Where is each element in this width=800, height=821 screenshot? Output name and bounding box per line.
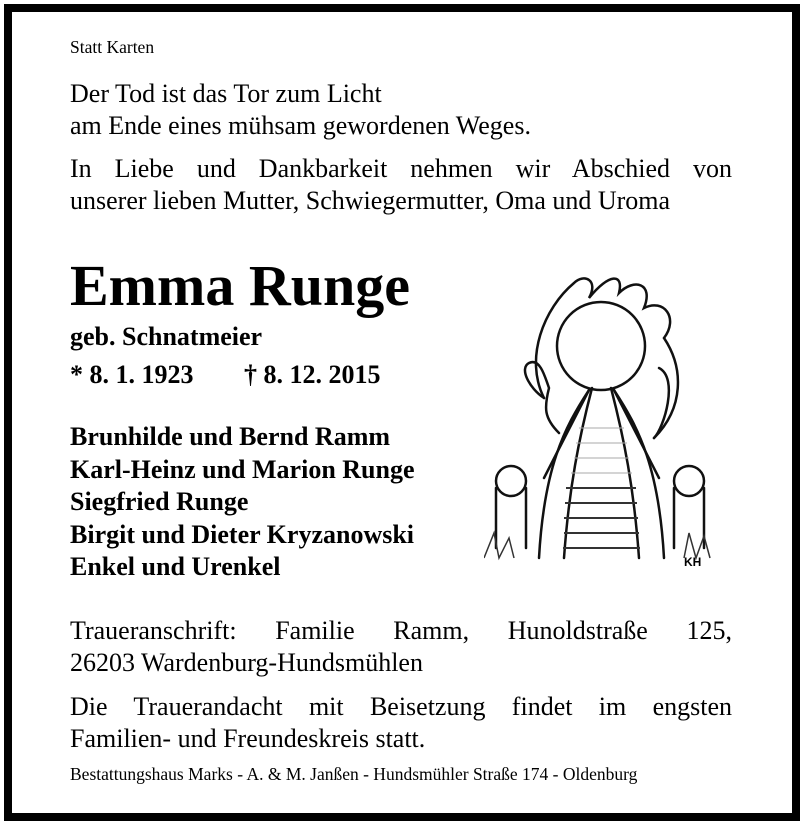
birth-date: * 8. 1. 1923 — [70, 360, 194, 389]
deceased-name: Emma Runge — [70, 253, 410, 318]
mourner-4: Birgit und Dieter Kryzanowski — [70, 520, 415, 549]
funeral-home-footer: Bestattungshaus Marks - A. & M. Janßen - Hundsmühler Straße 174 - Oldenburg — [70, 764, 638, 784]
death-date: † 8. 12. 2015 — [244, 360, 381, 389]
service-line-1: Die Trauerandacht mit Beisetzung findet im engsten — [70, 692, 732, 721]
verse-line-2: am Ende eines mühsam gewordenen Weges. — [70, 111, 531, 140]
announcement-line-1: In Liebe und Dankbarkeit nehmen wir Abschied von — [70, 154, 732, 183]
mourner-2: Karl-Heinz und Marion Runge — [70, 455, 415, 484]
address-line-1: Traueranschrift: Familie Ramm, Hunoldstraße 125, — [70, 616, 732, 645]
mourner-5: Enkel und Urenkel — [70, 552, 281, 581]
maiden-name: geb. Schnatmeier — [70, 322, 263, 351]
mourner-3: Siegfried Runge — [70, 487, 249, 516]
address-line-2: 26203 Wardenburg-Hundsmühlen — [70, 648, 423, 677]
hands-and-stairway-illustration — [484, 268, 718, 574]
verse-line-1: Der Tod ist das Tor zum Licht — [70, 79, 382, 108]
service-line-2: Familien- und Freundeskreis statt. — [70, 724, 426, 753]
artist-signature: KH — [684, 555, 702, 569]
announcement-line-2: unserer lieben Mutter, Schwiegermutter, Oma und Uroma — [70, 186, 671, 215]
mourner-1: Brunhilde und Bernd Ramm — [70, 422, 391, 451]
intro-text: Statt Karten — [70, 37, 155, 57]
